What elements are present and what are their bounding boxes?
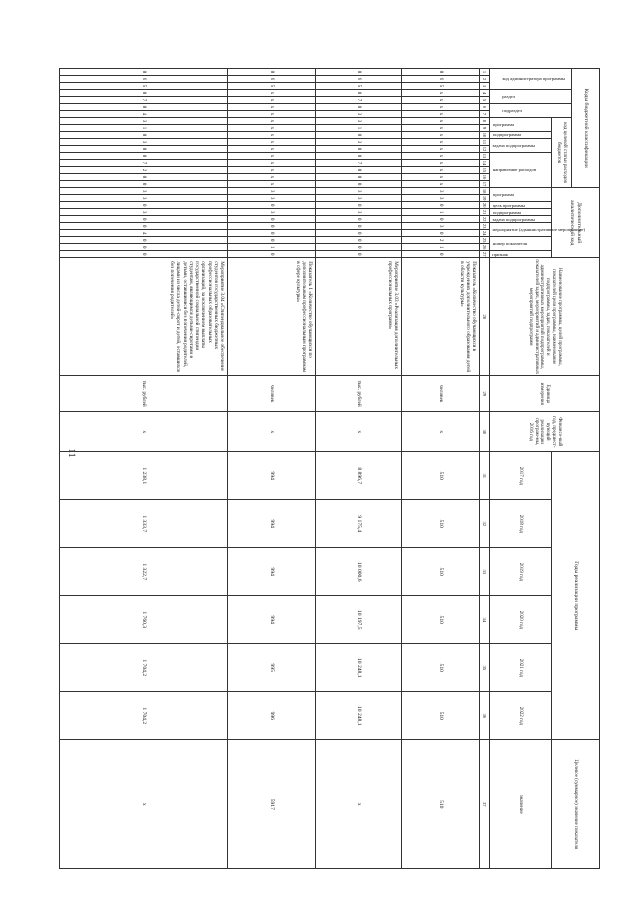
year-value-cell: 10 248,1 xyxy=(316,692,402,740)
code-cell: 3 xyxy=(402,223,480,230)
code-cell: 7 xyxy=(60,160,228,167)
analytic-event-label: мероприятие (административное мероприятие) xyxy=(492,227,586,233)
year-2022-header: 2022 год xyxy=(490,692,552,740)
code-cell: 7 xyxy=(60,97,228,104)
code-cell: 0 xyxy=(228,237,316,244)
year-value-cell: 510 xyxy=(402,644,480,692)
final-value-cell: х xyxy=(316,740,402,869)
year-2017-header: 2017 год xyxy=(490,452,552,500)
column-number: 15 xyxy=(480,167,490,174)
final-value-cell: х xyxy=(60,740,228,869)
indicator-name-cell: Показатель 1 «Количество обучающихся по дополнительным профессиональным программам в сфере культуры» xyxy=(228,258,316,376)
program-name-header: Наименование программы, целей программы, показателей цели программы, наименование подпрограммы, задач, показателей и административных мероприятий подпрограммы, показателей задач, мероприятий и административных мероприятий подпрограмм xyxy=(490,258,600,376)
code-cell: 0 xyxy=(316,146,402,153)
code-cell: 3 xyxy=(316,195,402,202)
code-cell: 0 xyxy=(228,230,316,237)
code-cell: 0 xyxy=(316,69,402,76)
indicator-name-cell: Мероприятие 3.03 «Реализация дополнительных профессиональных программ» xyxy=(316,258,402,376)
column-number: 28 xyxy=(480,258,490,376)
code-cell: 0 xyxy=(228,223,316,230)
code-cell: 0 xyxy=(402,202,480,209)
code-cell: х xyxy=(228,104,316,111)
indicator-name-cell: Показатель «Количество обучающихся в учреждениях дополнительного образования детей в области культуры» xyxy=(402,258,480,376)
code-cell: 0 xyxy=(316,167,402,174)
code-cell: 0 xyxy=(60,132,228,139)
code-cell: 7 xyxy=(316,97,402,104)
column-number: 13 xyxy=(480,153,490,160)
code-cell: 6 xyxy=(402,76,480,83)
code-cell: 0 xyxy=(60,153,228,160)
column-number: 14 xyxy=(480,160,490,167)
code-cell: х xyxy=(228,139,316,146)
code-cell: 1 xyxy=(316,125,402,132)
direction-label: направление расходов xyxy=(492,167,536,173)
year-value-cell: 996 xyxy=(228,692,316,740)
unit-cell: тыс. рублей xyxy=(60,376,228,412)
column-number: 10 xyxy=(480,132,490,139)
final-value-header: Целевое (суммарное) значение показателя xyxy=(552,740,600,869)
code-cell: 3 xyxy=(60,188,228,195)
column-number: 32 xyxy=(480,500,490,548)
analytic-code-header: Дополнительный аналитический код xyxy=(552,188,600,258)
code-cell: х xyxy=(228,132,316,139)
analytic-goal-label: цель программы xyxy=(492,202,525,208)
code-cell: 0 xyxy=(316,244,402,251)
code-cell: х xyxy=(402,146,480,153)
code-cell: 1 xyxy=(228,244,316,251)
code-cell: х xyxy=(228,174,316,181)
code-cell: 3 xyxy=(316,188,402,195)
code-cell: 3 xyxy=(316,118,402,125)
years-group-header: Годы реализации программы xyxy=(552,452,600,740)
analytic-program-label: программа xyxy=(492,192,514,198)
rotated-table-container xyxy=(92,68,600,868)
code-cell: 0 xyxy=(402,230,480,237)
code-cell: 0 xyxy=(60,69,228,76)
code-cell: 3 xyxy=(60,195,228,202)
code-cell: 3 xyxy=(316,139,402,146)
column-number: 9 xyxy=(480,125,490,132)
code-cell: х xyxy=(402,139,480,146)
column-number: 24 xyxy=(480,230,490,237)
code-cell: 3 xyxy=(60,118,228,125)
code-cell: 0 xyxy=(402,251,480,258)
code-cell: 0 xyxy=(316,181,402,188)
code-cell: 5 xyxy=(402,83,480,90)
year-value-cell: 510 xyxy=(402,596,480,644)
column-number: 7 xyxy=(480,111,490,118)
year-value-cell: 994 xyxy=(228,548,316,596)
subsection-label: подраздел xyxy=(502,107,523,113)
unit-cell: человек xyxy=(402,376,480,412)
expense-article-header: код целевой статьи расходов бюджетов xyxy=(552,118,572,188)
final-value-cell: 5917 xyxy=(228,740,316,869)
year-2019-header: 2019 год xyxy=(490,548,552,596)
code-cell: 3 xyxy=(60,139,228,146)
code-cell: х xyxy=(402,174,480,181)
year-value-cell: 510 xyxy=(402,548,480,596)
year-value-cell: 510 xyxy=(402,452,480,500)
column-number: 21 xyxy=(480,209,490,216)
code-cell: х xyxy=(228,160,316,167)
column-number: 30 xyxy=(480,412,490,452)
section-label: раздел xyxy=(502,93,516,99)
code-cell: 0 xyxy=(316,237,402,244)
code-cell: 7 xyxy=(316,160,402,167)
page-number: 11 xyxy=(67,448,77,458)
indicator-name-cell: Мероприятие 3.04 «Стипендиальное обеспечение студентов государственных бюджетных профессиональных образовательных организаций, за исключением выплаты государственной социальной стипендии студентам, являющимся детьми-сиротами и детьми, оставшимися без попечения родителей, лицами из числа детей-сирот и детей, оставшихся без попечения родителей» xyxy=(60,258,228,376)
code-cell: х xyxy=(402,90,480,97)
column-number: 17 xyxy=(480,181,490,188)
program-indicators-table xyxy=(59,68,600,869)
program-label: программа xyxy=(492,121,514,127)
column-number: 26 xyxy=(480,244,490,251)
table-row xyxy=(316,69,402,869)
code-cell: 5 xyxy=(60,83,228,90)
column-number: 34 xyxy=(480,596,490,644)
column-number: 6 xyxy=(480,104,490,111)
year-2021-header: 2021 год xyxy=(490,644,552,692)
subprogram-label: подпрограмма xyxy=(492,132,521,138)
code-cell: 0 xyxy=(60,216,228,223)
code-cell: 2 xyxy=(60,167,228,174)
unit-header: Единица измерения xyxy=(490,376,600,412)
code-cell: 0 xyxy=(60,202,228,209)
code-cell: х xyxy=(228,167,316,174)
analytic-flag-label: признак xyxy=(492,251,509,257)
table-row xyxy=(402,69,480,869)
analytic-subprogram-label: подпрограмма xyxy=(492,209,521,215)
column-number: 12 xyxy=(480,146,490,153)
budget-classification-header: Коды бюджетной классификации xyxy=(572,69,600,188)
code-cell: 3 xyxy=(228,195,316,202)
code-cell: х xyxy=(402,167,480,174)
code-cell: 3 xyxy=(228,188,316,195)
code-cell: 0 xyxy=(316,104,402,111)
base-year-header: Финансо-вый год, предшест-вующий реализации програм-мы, 2016 год xyxy=(490,412,600,452)
column-number: 29 xyxy=(480,376,490,412)
analytic-task-label: задача подпрограммы xyxy=(492,216,536,222)
column-number: 1 xyxy=(480,69,490,76)
code-cell: х xyxy=(402,181,480,188)
year-value-cell: 994 xyxy=(228,500,316,548)
code-cell: 0 xyxy=(316,132,402,139)
code-cell: 0 xyxy=(316,223,402,230)
base-year-cell: х xyxy=(316,412,402,452)
column-number: 25 xyxy=(480,237,490,244)
column-number: 35 xyxy=(480,644,490,692)
column-number: 3 xyxy=(480,83,490,90)
table-row xyxy=(60,69,228,869)
year-value-cell: 10 000,6 xyxy=(316,548,402,596)
column-number: 18 xyxy=(480,188,490,195)
code-cell: 6 xyxy=(228,76,316,83)
code-cell: 4 xyxy=(60,111,228,118)
year-value-cell: 1 333,7 xyxy=(60,500,228,548)
code-cell: х xyxy=(402,160,480,167)
code-cell: 0 xyxy=(60,181,228,188)
column-number: 20 xyxy=(480,202,490,209)
code-cell: 0 xyxy=(316,90,402,97)
column-number: 8 xyxy=(480,118,490,125)
year-value-cell: 1 704,2 xyxy=(60,644,228,692)
year-value-cell: 1 322,7 xyxy=(60,548,228,596)
code-cell: 2 xyxy=(402,237,480,244)
code-cell: 6 xyxy=(60,76,228,83)
table-body xyxy=(60,69,480,869)
code-cell: 5 xyxy=(228,83,316,90)
final-sub-header: значение xyxy=(490,740,552,869)
code-cell: 0 xyxy=(60,251,228,258)
code-cell: х xyxy=(228,97,316,104)
code-cell: 0 xyxy=(316,202,402,209)
code-cell: 0 xyxy=(228,69,316,76)
code-cell: 0 xyxy=(316,216,402,223)
code-cell: 1 xyxy=(402,244,480,251)
code-cell: х xyxy=(228,146,316,153)
code-cell: 0 xyxy=(60,174,228,181)
code-cell: 0 xyxy=(228,216,316,223)
base-year-cell: х xyxy=(402,412,480,452)
code-cell: 4 xyxy=(60,230,228,237)
code-cell: х xyxy=(402,132,480,139)
code-cell: х xyxy=(402,97,480,104)
year-value-cell: 8 896,7 xyxy=(316,452,402,500)
column-number: 31 xyxy=(480,452,490,500)
analytic-indicator-num-label: номер показателя xyxy=(492,241,527,247)
code-cell: х xyxy=(228,181,316,188)
year-value-cell: 9 175,4 xyxy=(316,500,402,548)
code-cell: 3 xyxy=(402,195,480,202)
code-cell: 0 xyxy=(316,251,402,258)
year-value-cell: 10 248,1 xyxy=(316,644,402,692)
code-cell: 1 xyxy=(402,209,480,216)
code-cell: х xyxy=(228,118,316,125)
year-value-cell: 1 704,2 xyxy=(60,692,228,740)
column-number: 5 xyxy=(480,97,490,104)
column-number: 36 xyxy=(480,692,490,740)
column-number: 27 xyxy=(480,251,490,258)
code-cell: 0 xyxy=(316,230,402,237)
code-cell: 1 xyxy=(60,125,228,132)
code-cell: 3 xyxy=(60,209,228,216)
code-cell: х xyxy=(402,104,480,111)
code-cell: 0 xyxy=(60,104,228,111)
table-row xyxy=(228,69,316,869)
code-cell: х xyxy=(402,153,480,160)
code-cell: 3 xyxy=(402,188,480,195)
year-value-cell: 995 xyxy=(228,644,316,692)
unit-cell: тыс. рублей xyxy=(316,376,402,412)
column-number: 4 xyxy=(480,90,490,97)
column-number: 37 xyxy=(480,740,490,869)
year-2020-header: 2020 год xyxy=(490,596,552,644)
code-cell: 0 xyxy=(316,174,402,181)
code-cell: 0 xyxy=(60,244,228,251)
code-cell: 0 xyxy=(60,146,228,153)
code-cell: 0 xyxy=(60,223,228,230)
year-value-cell: 994 xyxy=(228,596,316,644)
code-cell: 0 xyxy=(316,153,402,160)
code-cell: 0 xyxy=(60,90,228,97)
admin-code-label: код администратора программы xyxy=(502,76,566,82)
code-cell: 0 xyxy=(228,202,316,209)
column-number: 19 xyxy=(480,195,490,202)
admin-task-label: задача подпрограммы xyxy=(492,142,536,148)
code-cell: х xyxy=(228,90,316,97)
code-cell: х xyxy=(228,125,316,132)
code-cell: 0 xyxy=(402,69,480,76)
base-year-cell: х xyxy=(228,412,316,452)
year-value-cell: 1 760,3 xyxy=(60,596,228,644)
year-2018-header: 2018 год xyxy=(490,500,552,548)
code-cell: 0 xyxy=(60,237,228,244)
code-cell: х xyxy=(402,118,480,125)
column-number: 16 xyxy=(480,174,490,181)
column-number: 2 xyxy=(480,76,490,83)
year-value-cell: 510 xyxy=(402,500,480,548)
code-cell: х xyxy=(228,153,316,160)
year-value-cell: 510 xyxy=(402,692,480,740)
code-cell: 3 xyxy=(228,209,316,216)
column-number: 23 xyxy=(480,223,490,230)
code-cell: 6 xyxy=(316,76,402,83)
code-cell: х xyxy=(228,111,316,118)
code-cell: х xyxy=(402,125,480,132)
column-number: 11 xyxy=(480,139,490,146)
column-number: 33 xyxy=(480,548,490,596)
unit-cell: человек xyxy=(228,376,316,412)
base-year-cell: х xyxy=(60,412,228,452)
code-cell: 3 xyxy=(316,209,402,216)
column-number: 22 xyxy=(480,216,490,223)
year-value-cell: 1 238,1 xyxy=(60,452,228,500)
year-value-cell: 994 xyxy=(228,452,316,500)
code-cell: х xyxy=(402,111,480,118)
code-cell: 0 xyxy=(228,251,316,258)
column-number-row xyxy=(480,69,490,869)
year-value-cell: 10 197,5 xyxy=(316,596,402,644)
code-cell: 0 xyxy=(402,216,480,223)
code-cell: 3 xyxy=(316,111,402,118)
final-value-cell: 510 xyxy=(402,740,480,869)
code-cell: 5 xyxy=(316,83,402,90)
